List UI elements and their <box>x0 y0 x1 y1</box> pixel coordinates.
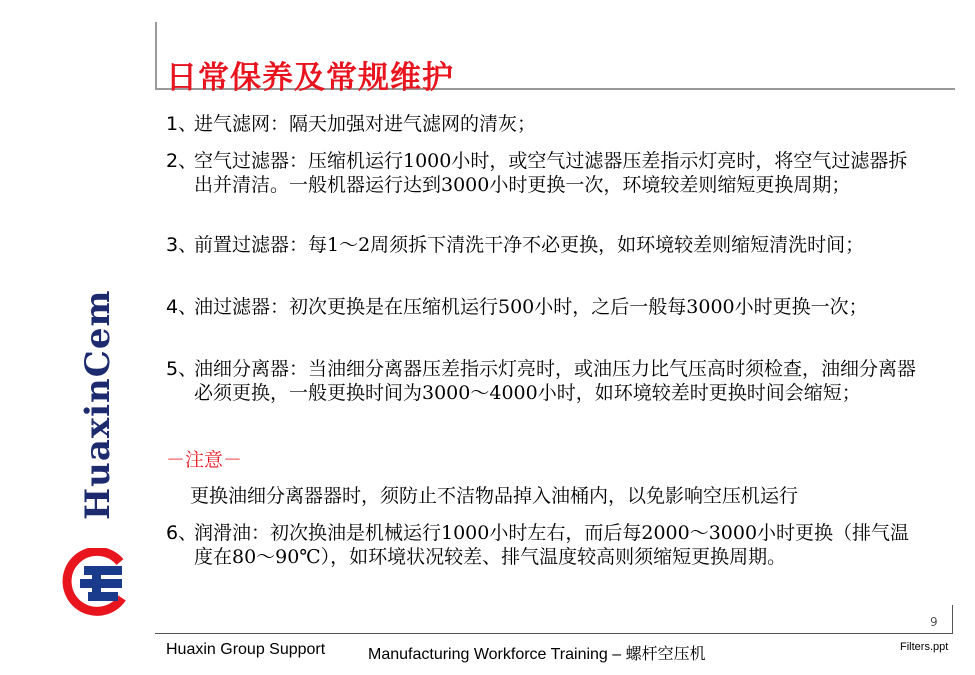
footer-filename: Filters.ppt <box>900 641 949 653</box>
note-text: 更换油细分离器器时，须防止不洁物品掉入油桶内，以免影响空压机运行 <box>190 485 799 507</box>
list-item-number: 3、 <box>166 234 198 256</box>
footer-vertical-rule <box>952 605 953 633</box>
brand-wordmark: HuaxinCem <box>78 289 118 520</box>
page-number: 9 <box>930 615 938 629</box>
list-item-number: 2、 <box>166 150 198 172</box>
huaxin-logo-icon <box>58 548 136 616</box>
list-item-text: 润滑油：初次换油是机械运行1000小时左右，而后每2000～3000小时更换（排气温度在80～90℃），如环境状况较差、排气温度较高则须缩短更换周期。 <box>194 522 910 568</box>
list-item-text: 进气滤网：隔天加强对进气滤网的清灰； <box>194 113 537 135</box>
list-item <box>166 357 926 405</box>
list-item-number: 6、 <box>166 522 198 544</box>
list-item-text: 前置过滤器：每1～2周须拆下清洗干净不必更换，如环境较差则缩短清洗时间； <box>194 234 865 256</box>
footer-middle-text: Manufacturing Workforce Training – 螺杆空压机 <box>368 646 706 663</box>
list-item-number: 1、 <box>166 113 198 135</box>
list-item <box>166 295 926 319</box>
list-item <box>166 149 926 197</box>
list-item-number: 4、 <box>166 296 198 318</box>
list-item-number: 5、 <box>166 358 198 380</box>
list-item <box>166 521 926 569</box>
list-item <box>166 112 926 136</box>
footer-left-text: Huaxin Group Support <box>166 641 326 658</box>
list-item-text: 油细分离器：当油细分离器压差指示灯亮时，或油压力比气压高时须检查，油细分离器必须更换，一般更换时间为3000～4000小时，如环境较差时更换时间会缩短； <box>194 358 917 404</box>
slide-title: 日常保养及常规维护 <box>166 60 454 96</box>
header-vertical-rule <box>155 22 157 88</box>
note-label: －注意－ <box>166 449 243 471</box>
list-item <box>166 233 926 257</box>
list-item-text: 空气过滤器：压缩机运行1000小时，或空气过滤器压差指示灯亮时，将空气过滤器拆出并清洁。一般机器运行达到3000小时更换一次，环境较差则缩短更换周期； <box>194 150 908 196</box>
list-item-text: 油过滤器：初次更换是在压缩机运行500小时，之后一般每3000小时更换一次； <box>194 296 868 318</box>
footer-rule <box>155 633 953 634</box>
